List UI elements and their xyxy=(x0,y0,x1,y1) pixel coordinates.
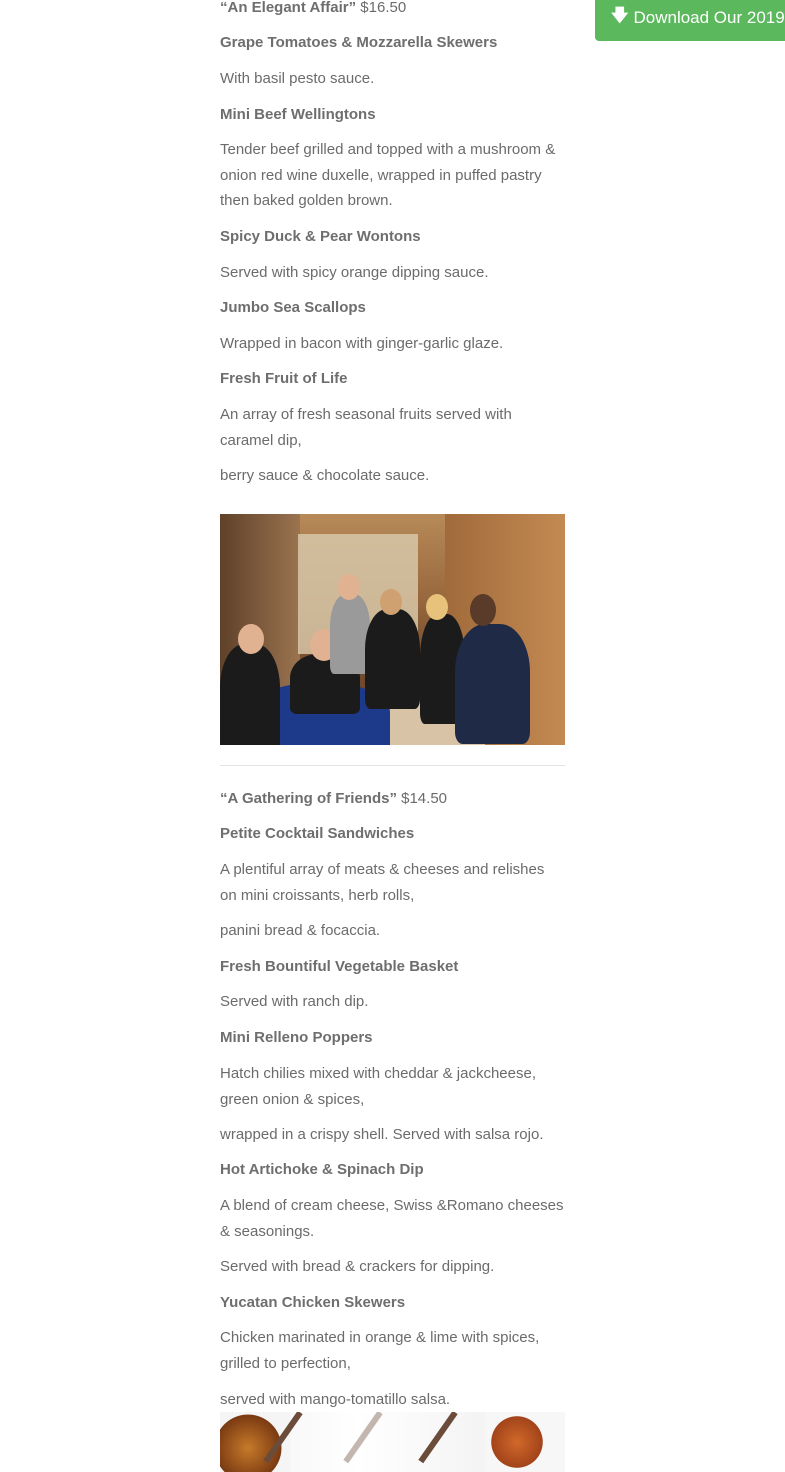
menu1-item-desc: Tender beef grilled and topped with a mushroom & onion red wine duxelle, wrapped in puffed pastry then baked golden brown. xyxy=(220,141,556,209)
menu2-item-name: Yucatan Chicken Skewers xyxy=(220,1294,406,1311)
food-photo xyxy=(220,1412,565,1472)
menu2-item-desc: Hatch chilies mixed with cheddar & jackcheese, green onion & spices, xyxy=(220,1065,536,1108)
menu2-item-name: Fresh Bountiful Vegetable Basket xyxy=(220,958,459,975)
menu2-item-desc: Chicken marinated in orange & lime with spices, grilled to perfection, xyxy=(220,1329,540,1372)
menu1-item-desc: berry sauce & chocolate sauce. xyxy=(220,467,430,484)
menu2-heading xyxy=(220,786,447,812)
menu2-item-desc: Served with ranch dip. xyxy=(220,993,369,1010)
menu2-item-name: Hot Artichoke & Spinach Dip xyxy=(220,1161,424,1178)
menu2-item-desc: wrapped in a crispy shell. Served with salsa rojo. xyxy=(220,1126,544,1143)
menu1-item-name: Spicy Duck & Pear Wontons xyxy=(220,228,421,245)
menu1-item-name: Fresh Fruit of Life xyxy=(220,370,348,387)
arrow-down-icon: 🡇 xyxy=(611,6,629,25)
menu1-title: “An Elegant Affair” xyxy=(220,0,357,16)
menu2-item-desc: Served with bread & crackers for dipping. xyxy=(220,1258,495,1275)
menu2-item-desc: A plentiful array of meats & cheeses and relishes on mini croissants, herb rolls, xyxy=(220,861,545,904)
menu1-item-desc: Served with spicy orange dipping sauce. xyxy=(220,264,489,281)
menu1-price: $16.50 xyxy=(356,0,407,16)
download-menu-button[interactable] xyxy=(595,0,785,41)
menu1-heading xyxy=(220,0,406,21)
menu2-item-desc: A blend of cream cheese, Swiss &Romano cheeses & seasonings. xyxy=(220,1197,564,1240)
menu1-item-name: Grape Tomatoes & Mozzarella Skewers xyxy=(220,34,498,51)
menu2-item-desc: panini bread & focaccia. xyxy=(220,922,381,939)
menu2-title: “A Gathering of Friends” xyxy=(220,790,397,807)
menu1-item-desc: With basil pesto sauce. xyxy=(220,70,375,87)
menu2-price: $14.50 xyxy=(396,790,447,807)
menu1-item-name: Mini Beef Wellingtons xyxy=(220,106,376,123)
menu1-item-desc: Wrapped in bacon with ginger-garlic glaze. xyxy=(220,335,504,352)
menu2-item-desc: served with mango-tomatillo salsa. xyxy=(220,1391,451,1408)
menu1-item-name: Jumbo Sea Scallops xyxy=(220,299,366,316)
event-photo xyxy=(220,514,565,745)
section-divider xyxy=(220,765,565,766)
menu2-item-name: Mini Relleno Poppers xyxy=(220,1029,373,1046)
download-button-label: Download Our 2019 xyxy=(633,7,785,27)
menu2-item-name: Petite Cocktail Sandwiches xyxy=(220,825,415,842)
menu1-item-desc: An array of fresh seasonal fruits served with caramel dip, xyxy=(220,406,512,449)
